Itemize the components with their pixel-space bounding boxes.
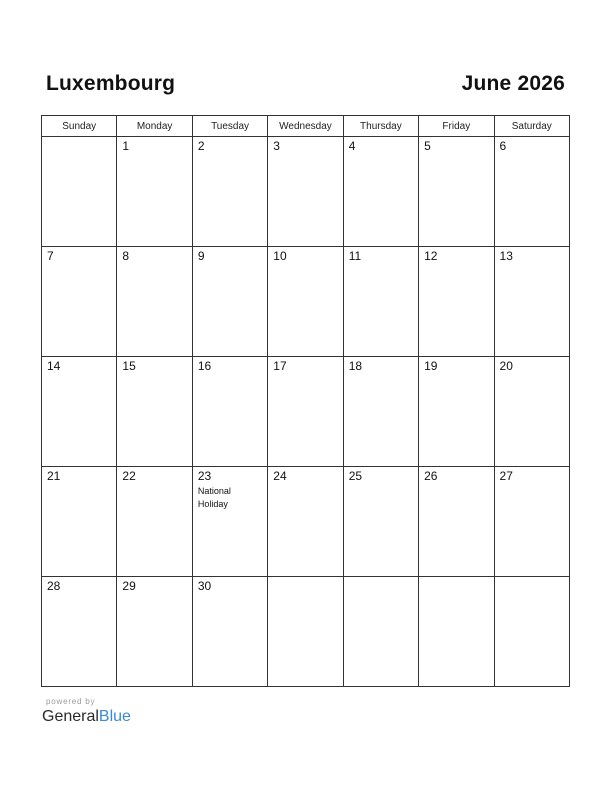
day-number: 20 — [499, 359, 513, 373]
day-number: 30 — [197, 579, 212, 593]
day-number: 1 — [122, 139, 130, 153]
day-number: 3 — [273, 139, 280, 153]
generalblue-logo[interactable] — [42, 708, 131, 726]
powered-by-text: powered by — [46, 697, 96, 706]
day-number: 26 — [424, 469, 438, 483]
day-cell — [343, 467, 418, 577]
day-cell — [117, 467, 192, 577]
weekday-tuesday: Tuesday — [192, 116, 267, 137]
day-number: 2 — [197, 139, 205, 153]
day-number: 10 — [273, 249, 287, 263]
day-number: 23 — [197, 469, 212, 483]
day-number: 17 — [273, 359, 287, 373]
weekday-wednesday: Wednesday — [268, 116, 343, 137]
day-cell — [419, 467, 494, 577]
day-cell — [494, 467, 569, 577]
day-number: 25 — [348, 469, 363, 483]
day-cell — [419, 577, 494, 687]
day-cell — [494, 247, 569, 357]
day-number: 4 — [348, 139, 356, 153]
week-row — [42, 467, 570, 577]
week-row — [42, 357, 570, 467]
day-cell — [494, 357, 569, 467]
day-cell — [343, 137, 418, 247]
day-cell — [117, 137, 192, 247]
day-number: 13 — [499, 249, 513, 263]
day-cell — [117, 357, 192, 467]
day-number: 15 — [122, 359, 136, 373]
weekday-thursday: Thursday — [343, 116, 418, 137]
day-cell — [419, 357, 494, 467]
day-cell — [494, 137, 569, 247]
day-number — [419, 577, 493, 580]
day-cell — [192, 247, 267, 357]
calendar-month-title: June 2026 — [461, 72, 565, 95]
day-cell — [192, 357, 267, 467]
day-cell — [343, 247, 418, 357]
week-row — [42, 577, 570, 687]
weekday-monday: Monday — [117, 116, 192, 137]
weekday-sunday: Sunday — [42, 116, 117, 137]
week-row — [42, 247, 570, 357]
day-cell — [42, 137, 117, 247]
week-row — [42, 137, 570, 247]
day-number — [268, 577, 342, 580]
weekday-header-row — [42, 116, 570, 137]
day-number: 11 — [348, 249, 362, 263]
day-number — [495, 577, 569, 580]
holiday-label: National Holiday — [197, 486, 231, 509]
brand-general-text: General — [42, 708, 99, 725]
weekday-saturday: Saturday — [494, 116, 569, 137]
day-number: 24 — [273, 469, 287, 483]
day-cell — [117, 577, 192, 687]
day-cell — [42, 357, 117, 467]
day-cell — [343, 577, 418, 687]
day-number — [344, 577, 418, 580]
day-number: 8 — [122, 249, 130, 263]
day-number: 7 — [47, 249, 54, 263]
day-cell-holiday — [192, 467, 267, 577]
day-cell — [494, 577, 569, 687]
day-cell — [343, 357, 418, 467]
day-cell — [419, 247, 494, 357]
calendar-grid — [41, 115, 570, 687]
day-cell — [419, 137, 494, 247]
calendar-country-title: Luxembourg — [46, 72, 176, 95]
day-number: 19 — [424, 359, 438, 373]
day-cell — [268, 467, 343, 577]
day-cell — [42, 577, 117, 687]
day-cell — [42, 247, 117, 357]
day-number: 14 — [47, 359, 61, 373]
day-number: 28 — [47, 579, 61, 593]
day-number: 22 — [122, 469, 136, 483]
day-number: 12 — [424, 249, 438, 263]
day-number: 27 — [499, 469, 513, 483]
day-number: 9 — [197, 249, 205, 263]
day-cell — [192, 137, 267, 247]
day-cell — [42, 467, 117, 577]
day-cell — [268, 137, 343, 247]
day-cell — [268, 357, 343, 467]
brand-blue-text: Blue — [98, 708, 131, 725]
day-cell — [192, 577, 267, 687]
day-number: 29 — [122, 579, 136, 593]
day-cell — [268, 247, 343, 357]
day-cell — [268, 577, 343, 687]
weekday-friday: Friday — [419, 116, 494, 137]
day-number — [42, 137, 116, 140]
day-number: 5 — [424, 139, 431, 153]
day-number: 18 — [348, 359, 363, 373]
day-number: 6 — [499, 139, 507, 153]
day-cell — [117, 247, 192, 357]
day-number: 16 — [197, 359, 212, 373]
day-number: 21 — [47, 469, 61, 483]
